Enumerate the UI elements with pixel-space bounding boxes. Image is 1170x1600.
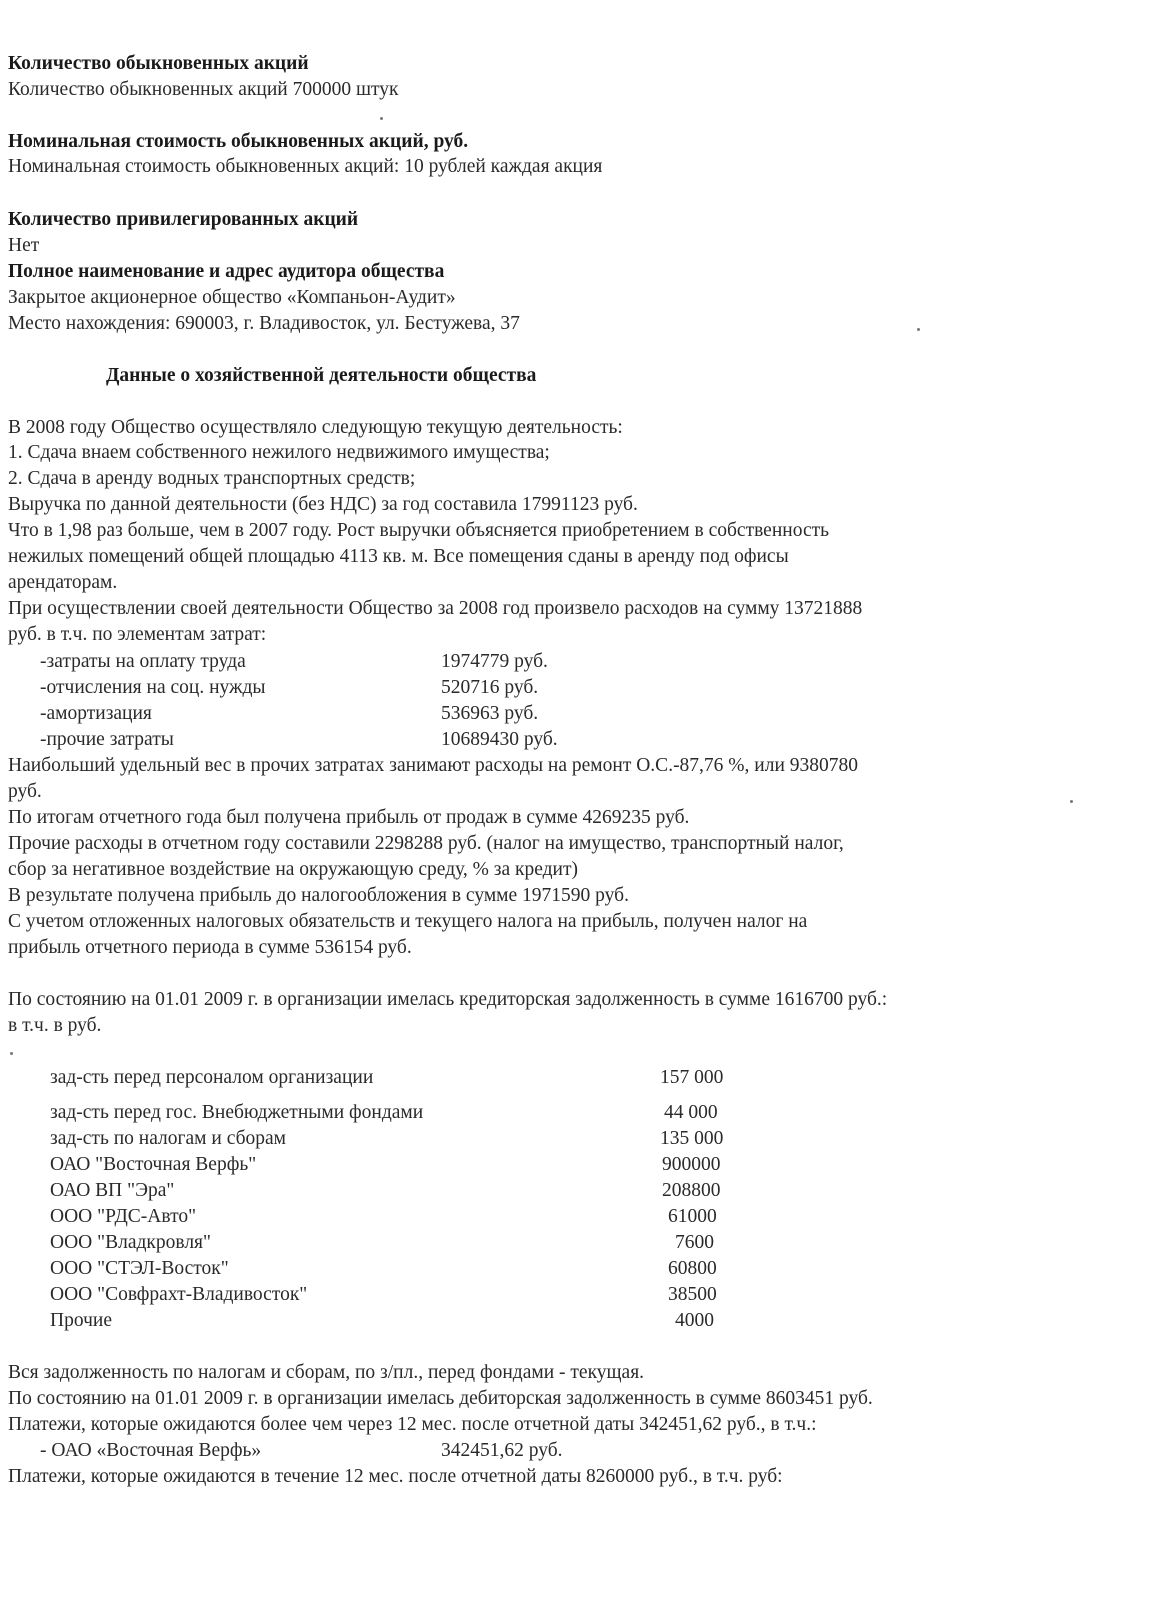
payable-item-value: 4000 xyxy=(675,1310,714,1331)
payable-item-row xyxy=(0,1127,1170,1153)
payable-item-value: 900000 xyxy=(662,1154,721,1175)
receivables-line: По состоянию на 01.01 2009 г. в организации имелась дебиторская задолженность в сумме 8603451 руб. xyxy=(8,1388,873,1409)
activity-line: Что в 1,98 раз больше, чем в 2007 году. Рост выручки объясняется приобретением в собственность xyxy=(8,520,830,541)
payable-item-label: ОАО ВП "Эра" xyxy=(50,1180,175,1201)
payable-item-label: зад-сть по налогам и сборам xyxy=(50,1128,287,1149)
activity-after-line: Прочие расходы в отчетном году составили 2298288 руб. (налог на имущество, транспортный налог, xyxy=(8,833,844,854)
payable-item-label: ОАО "Восточная Верфь" xyxy=(50,1154,257,1175)
receivable-item-value: 342451,62 руб. xyxy=(441,1440,563,1461)
cost-item-value: 10689430 руб. xyxy=(441,729,558,750)
payable-item-label: зад-сть перед персоналом организации xyxy=(50,1067,374,1088)
payables-line: в т.ч. в руб. xyxy=(8,1015,102,1036)
preferred-shares-value: Нет xyxy=(8,235,40,256)
cost-item-label: -амортизация xyxy=(40,703,152,724)
payable-item-value: 44 000 xyxy=(664,1102,718,1123)
payable-item-row xyxy=(0,1257,1170,1283)
receivables-line: Платежи, которые ожидаются более чем через 12 мес. после отчетной даты 342451,62 руб., в т.ч.: xyxy=(8,1414,817,1435)
scan-speck xyxy=(10,1052,13,1055)
payable-item-label: ООО "РДС-Авто" xyxy=(50,1206,197,1227)
payable-item-row xyxy=(0,1153,1170,1179)
payable-item-label: ООО "Совфрахт-Владивосток" xyxy=(50,1284,308,1305)
activity-after-line: Наибольший удельный вес в прочих затратах занимают расходы на ремонт О.С.-87,76 %, или 9380780 xyxy=(8,755,859,776)
cost-item-label: -отчисления на соц. нужды xyxy=(40,677,266,698)
cost-item-row xyxy=(0,650,1170,676)
payable-item-label: Прочие xyxy=(50,1310,112,1331)
cost-item-label: -затраты на оплату труда xyxy=(40,651,246,672)
payable-item-label: зад-сть перед гос. Внебюджетными фондами xyxy=(50,1102,424,1123)
payable-item-label: ООО "Владкровля" xyxy=(50,1232,211,1253)
activity-after-line: руб. xyxy=(8,781,42,802)
cost-item-row xyxy=(0,676,1170,702)
scan-speck xyxy=(917,328,920,331)
payable-item-value: 61000 xyxy=(668,1206,717,1227)
payable-item-value: 157 000 xyxy=(660,1067,724,1088)
activity-line: арендаторам. xyxy=(8,572,118,593)
activity-after-line: сбор за негативное воздействие на окружающую среду, % за кредит) xyxy=(8,859,579,880)
receivable-item-row xyxy=(0,1439,1170,1465)
cost-item-value: 1974779 руб. xyxy=(441,651,548,672)
payable-item-value: 7600 xyxy=(675,1232,714,1253)
payable-item-row xyxy=(0,1179,1170,1205)
cost-item-value: 536963 руб. xyxy=(441,703,539,724)
payable-item-row xyxy=(0,1283,1170,1309)
activity-line: При осуществлении своей деятельности Общество за 2008 год произвело расходов на сумму 13721888 xyxy=(8,598,863,619)
ordinary-shares-value: Количество обыкновенных акций 700000 штук xyxy=(8,79,399,100)
preferred-shares-heading: Количество привилегированных акций xyxy=(8,209,359,230)
activity-line: Выручка по данной деятельности (без НДС) за год составила 17991123 руб. xyxy=(8,494,638,515)
nominal-value-text: Номинальная стоимость обыкновенных акций: 10 рублей каждая акция xyxy=(8,156,603,177)
receivables-line: Вся задолженность по налогам и сборам, по з/пл., перед фондами - текущая. xyxy=(8,1362,645,1383)
nominal-value-heading: Номинальная стоимость обыкновенных акций, руб. xyxy=(8,131,469,152)
receivables-last-line: Платежи, которые ожидаются в течение 12 мес. после отчетной даты 8260000 руб., в т.ч. руб: xyxy=(8,1466,783,1487)
payable-item-row xyxy=(0,1231,1170,1257)
payable-item-value: 208800 xyxy=(662,1180,721,1201)
activity-after-line: По итогам отчетного года был получена прибыль от продаж в сумме 4269235 руб. xyxy=(8,807,690,828)
payable-item-label: ООО "СТЭЛ-Восток" xyxy=(50,1258,229,1279)
payable-item-row xyxy=(0,1066,1170,1092)
activity-line: 1. Сдача внаем собственного нежилого недвижимого имущества; xyxy=(8,442,550,463)
receivable-item-label: - ОАО «Восточная Верфь» xyxy=(40,1440,262,1461)
cost-item-label: -прочие затраты xyxy=(40,729,174,750)
activity-line: 2. Сдача в аренду водных транспортных средств; xyxy=(8,468,416,489)
scan-speck xyxy=(1070,800,1073,803)
activity-section-title: Данные о хозяйственной деятельности общества xyxy=(106,365,537,386)
payable-item-value: 38500 xyxy=(668,1284,717,1305)
payable-item-row xyxy=(0,1101,1170,1127)
payable-item-row xyxy=(0,1309,1170,1335)
scan-speck xyxy=(380,117,383,120)
cost-item-value: 520716 руб. xyxy=(441,677,539,698)
payable-item-row xyxy=(0,1205,1170,1231)
cost-item-row xyxy=(0,702,1170,728)
activity-after-line: прибыль отчетного периода в сумме 536154 руб. xyxy=(8,937,412,958)
auditor-address: Место нахождения: 690003, г. Владивосток, ул. Бестужева, 37 xyxy=(8,313,520,334)
activity-after-line: С учетом отложенных налоговых обязательств и текущего налога на прибыль, получен налог на xyxy=(8,911,808,932)
ordinary-shares-heading: Количество обыкновенных акций xyxy=(8,53,309,74)
auditor-name: Закрытое акционерное общество «Компаньон-Аудит» xyxy=(8,287,456,308)
payable-item-value: 135 000 xyxy=(660,1128,724,1149)
cost-item-row xyxy=(0,728,1170,754)
payables-line: По состоянию на 01.01 2009 г. в организации имелась кредиторская задолженность в сумме 1616700 руб.: xyxy=(8,989,888,1010)
activity-line: руб. в т.ч. по элементам затрат: xyxy=(8,624,267,645)
auditor-heading: Полное наименование и адрес аудитора общества xyxy=(8,261,445,282)
payable-item-value: 60800 xyxy=(668,1258,717,1279)
activity-line: В 2008 году Общество осуществляло следующую текущую деятельность: xyxy=(8,417,623,438)
activity-line: нежилых помещений общей площадью 4113 кв. м. Все помещения сданы в аренду под офисы xyxy=(8,546,789,567)
activity-after-line: В результате получена прибыль до налогообложения в сумме 1971590 руб. xyxy=(8,885,629,906)
